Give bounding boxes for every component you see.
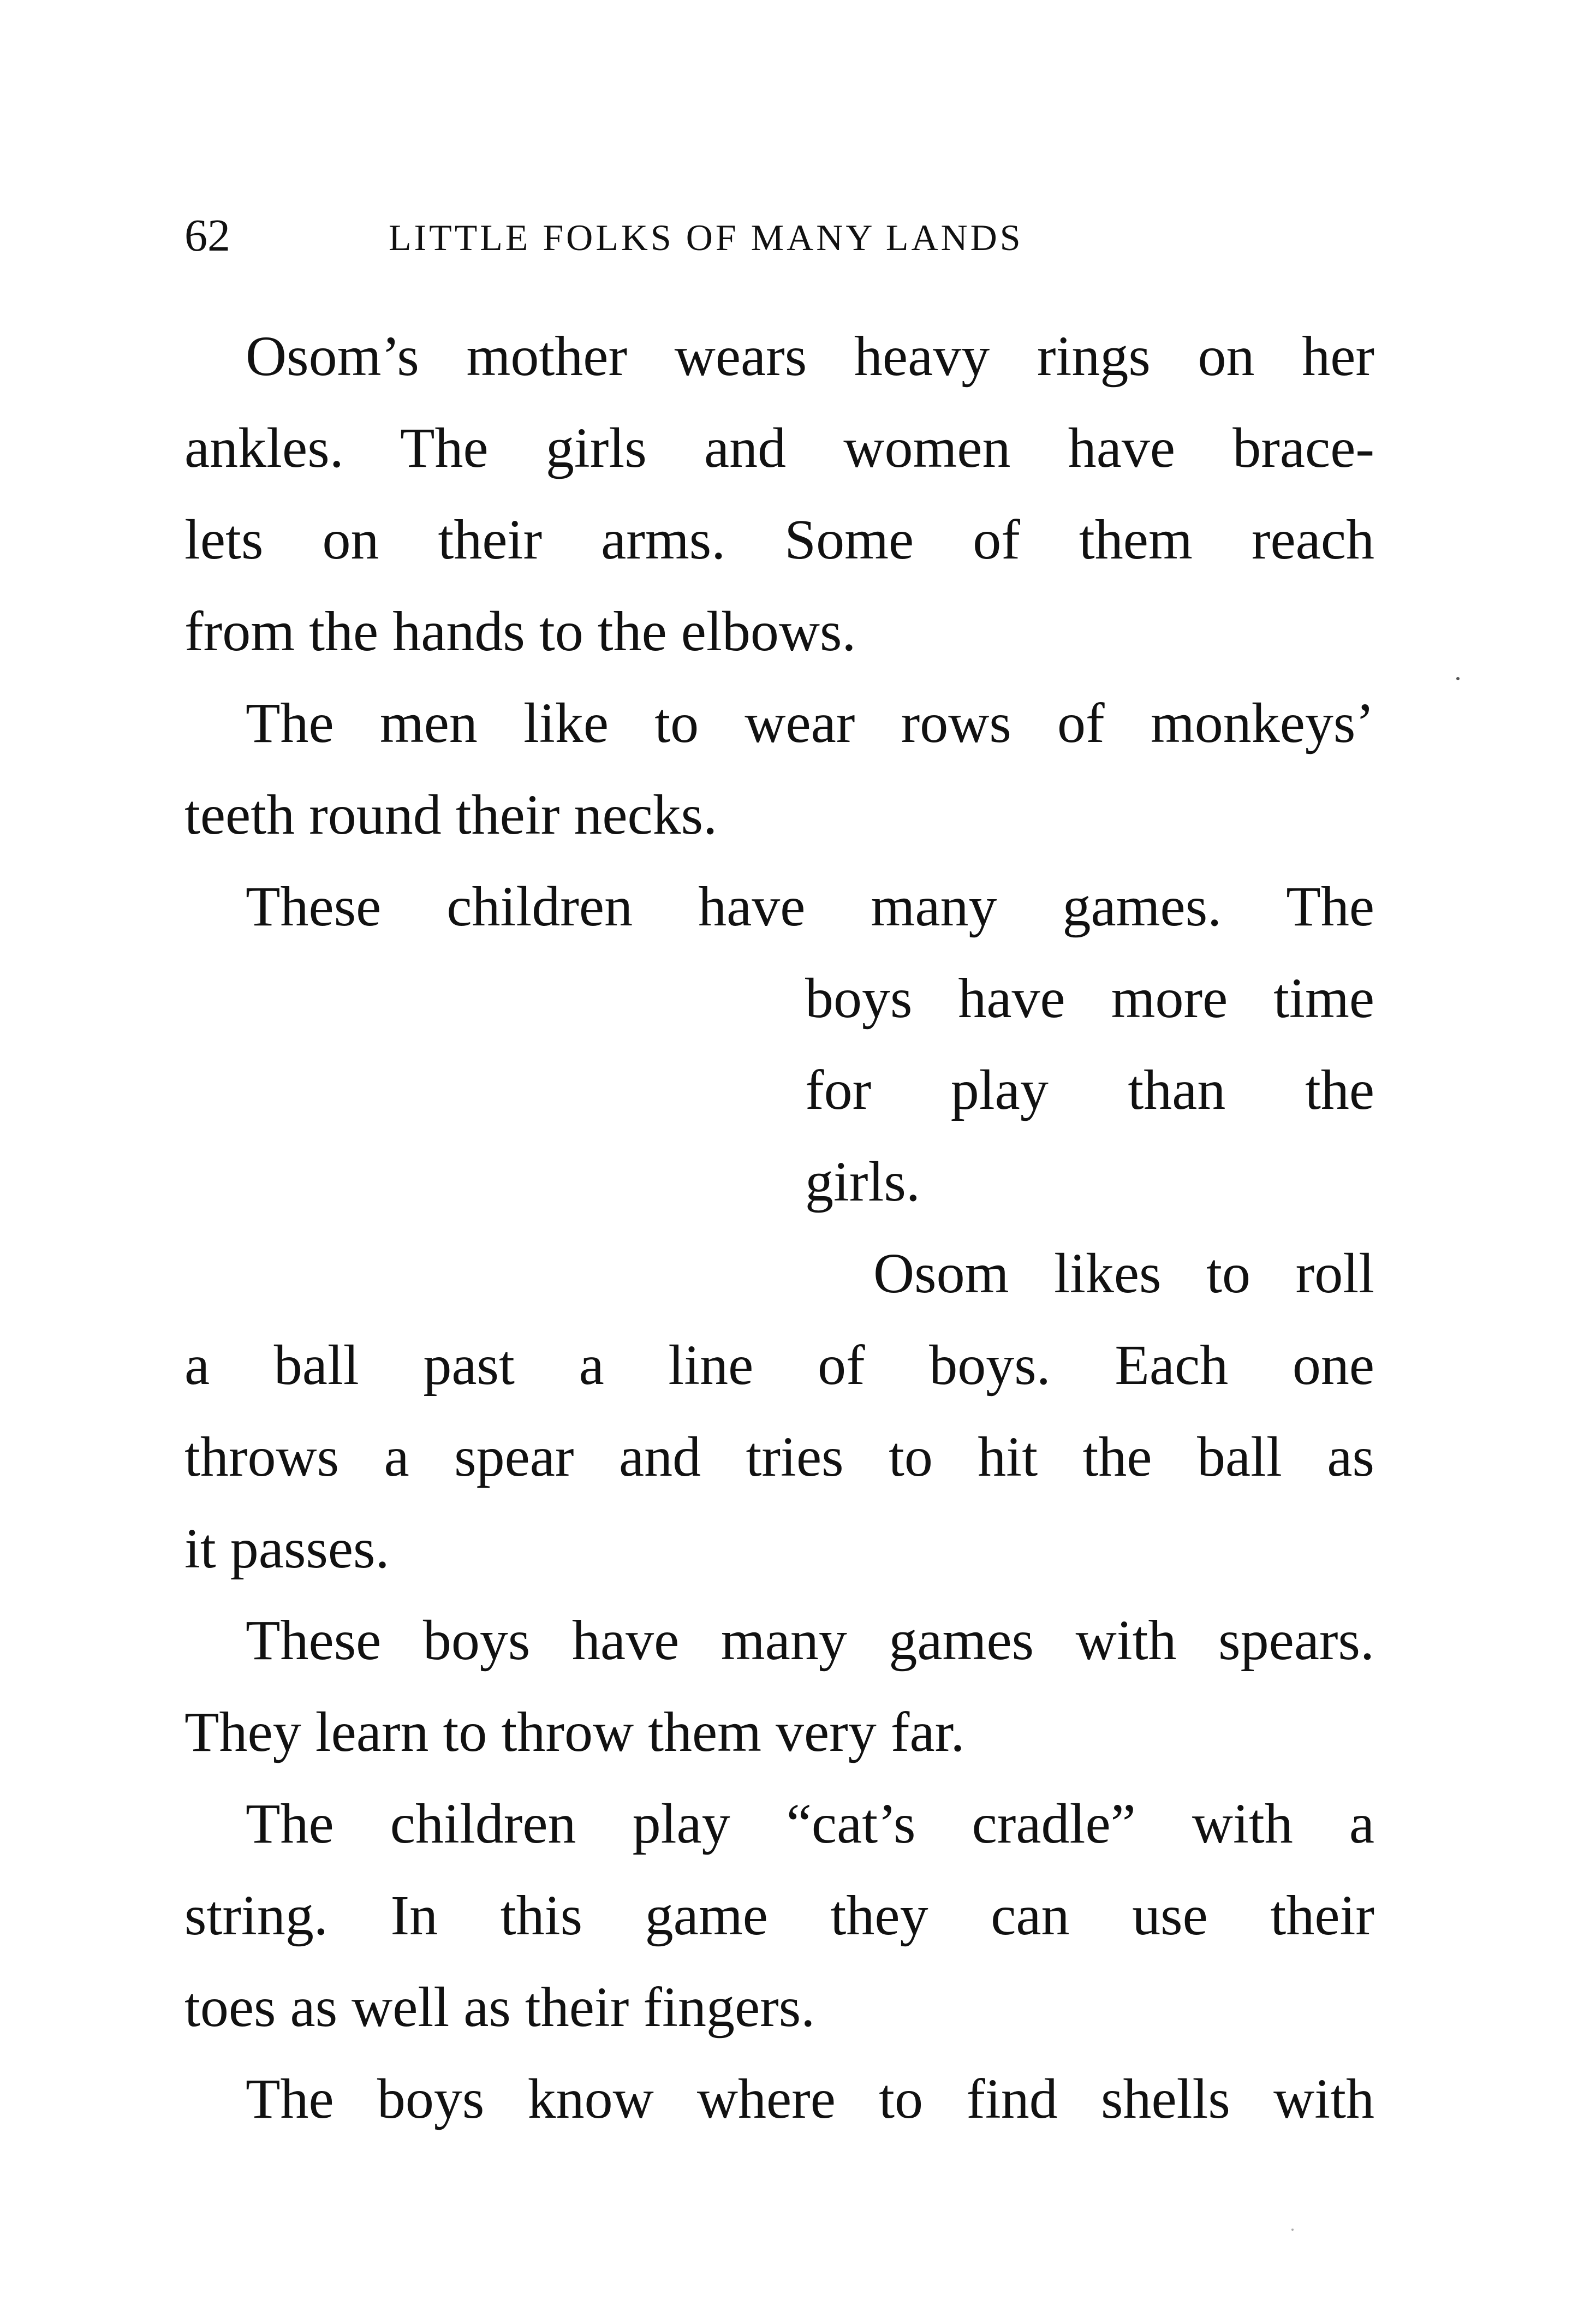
text-line: boys have more time [805, 967, 1374, 1030]
text-line: girls. [805, 1150, 920, 1213]
running-title: LITTLE FOLKS OF MANY LANDS [389, 217, 1023, 258]
text-line: The men like to wear rows of monkeys’ [246, 692, 1374, 754]
text-line: lets on their arms. Some of them reach [184, 508, 1374, 571]
text-line: teeth round their necks. [184, 783, 718, 846]
text-line: These boys have many games with spears. [246, 1609, 1374, 1672]
paper-speck [1291, 2229, 1294, 2231]
text-line: Osom likes to roll [873, 1242, 1374, 1305]
text-line: string. In this game they can use their [184, 1884, 1374, 1947]
text-line: ankles. The girls and women have brace- [184, 417, 1374, 479]
text-line: Osom’s mother wears heavy rings on her [246, 325, 1374, 388]
text-line: throws a spear and tries to hit the ball as [184, 1425, 1374, 1488]
text-line: from the hands to the elbows. [184, 600, 856, 663]
text-line: it passes. [184, 1517, 390, 1580]
text-line: These children have many games. The [246, 875, 1374, 938]
page-header [0, 0, 1596, 273]
text-line: for play than the [805, 1059, 1374, 1121]
page-number: 62 [184, 210, 230, 261]
text-line: toes as well as their fingers. [184, 1976, 815, 2039]
text-line: The children play “cat’s cradle” with a [246, 1792, 1374, 1855]
paper-speck [1456, 677, 1460, 680]
text-line: They learn to throw them very far. [184, 1701, 965, 1763]
text-line: a ball past a line of boys. Each one [184, 1334, 1374, 1397]
text-line: The boys know where to find shells with [246, 2068, 1374, 2130]
